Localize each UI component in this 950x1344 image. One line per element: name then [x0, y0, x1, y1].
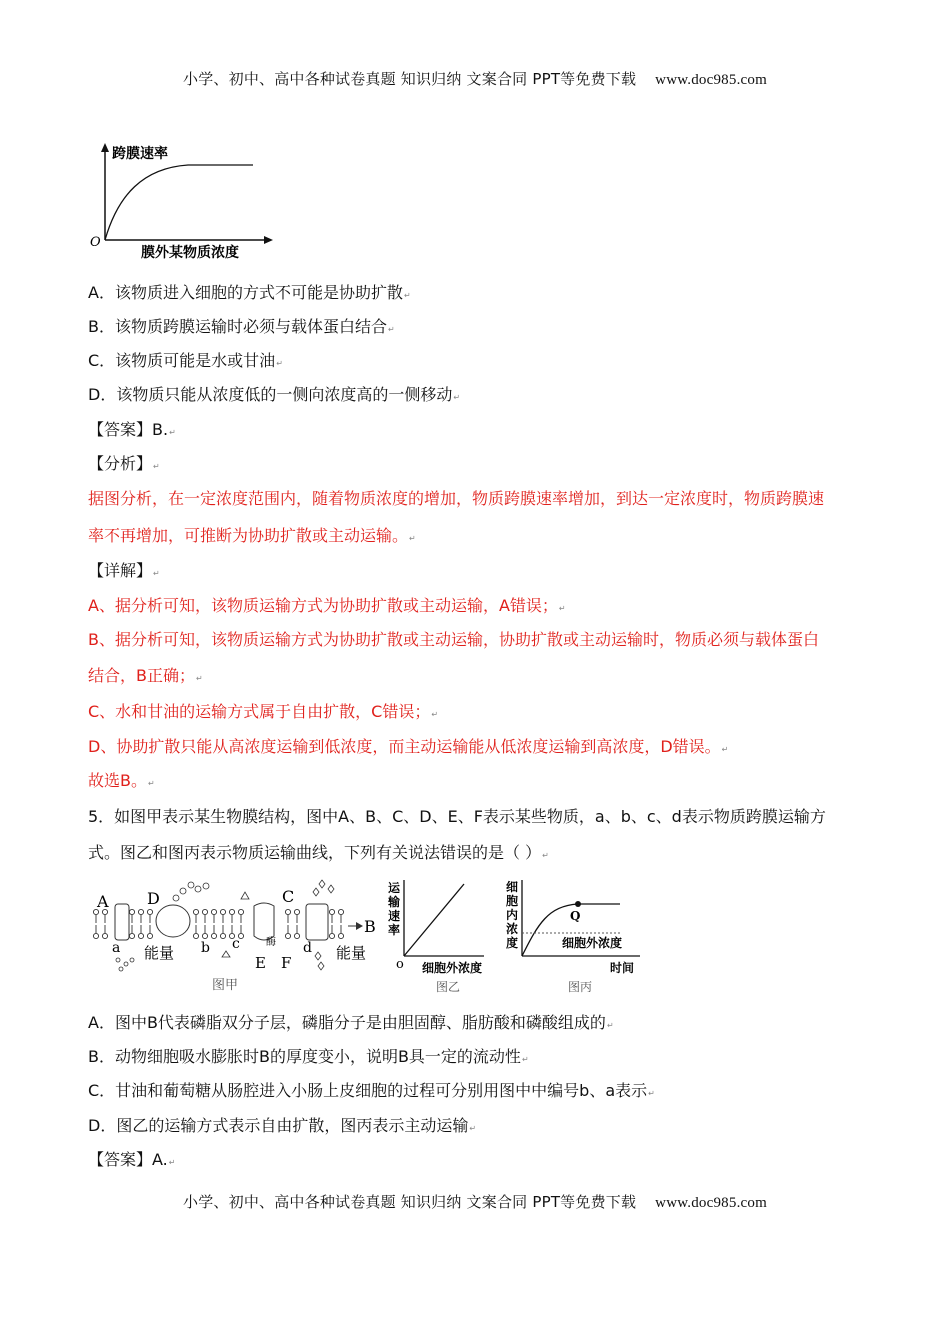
label-a: a: [112, 940, 121, 956]
page-header: [0, 68, 950, 89]
q5-answer: 【答案】A.↵: [88, 1150, 176, 1169]
transport-arrowhead-b: [356, 922, 363, 930]
yi-x-label: 细胞外浓度: [422, 961, 483, 975]
bing-x-label: 时间: [610, 961, 635, 975]
x-axis-arrow: [264, 236, 273, 244]
q4-detail-a: A、据分析可知，该物质运输方式为协助扩散或主动运输，A错误；↵: [88, 596, 566, 615]
yi-origin: o: [396, 957, 404, 972]
x-axis-label: 膜外某物质浓度: [141, 245, 239, 261]
q4-detail-c: C、水和甘油的运输方式属于自由扩散，C错误；↵: [88, 702, 439, 721]
label-E: E: [255, 954, 266, 972]
bing-y-label-3: 内: [506, 908, 519, 922]
bing-point-q: [575, 901, 581, 907]
q5-option-c: C．甘油和葡萄糖从肠腔进入小肠上皮细胞的过程可分别用图中中编号b、a表示↵: [88, 1081, 655, 1100]
q4-detail-b-line-1: B、据分析可知，该物质运输方式为协助扩散或主动运输，协助扩散或主动运输时，物质必须与载体蛋白: [88, 630, 819, 649]
footer-text: 小学、初中、高中各种试卷真题 知识归纳 文案合同 PPT等免费下载: [183, 1193, 637, 1211]
page-footer: [0, 1191, 950, 1212]
caption-jia: 图甲: [212, 978, 239, 993]
q4-option-d: D．该物质只能从浓度低的一侧向浓度高的一侧移动↵: [88, 385, 461, 404]
bing-y-label-1: 细: [506, 880, 519, 894]
label-B: B: [364, 917, 376, 936]
q4-answer: 【答案】B.↵: [88, 420, 176, 439]
yi-y-label-2: 输: [388, 895, 401, 909]
bing-y-label-5: 度: [506, 936, 519, 950]
q4-analysis-title: 【分析】↵: [88, 454, 160, 473]
bing-dashed-label: 细胞外浓度: [562, 936, 623, 950]
q5-stem-line-2: 式。图乙和图丙表示物质运输曲线，下列有关说法错误的是（ ）↵: [88, 843, 549, 862]
q4-analysis-line-2: 率不再增加，可推断为协助扩散或主动运输。↵: [88, 526, 416, 545]
yi-linear-line: [404, 884, 464, 956]
q4-option-c: C．该物质可能是水或甘油↵: [88, 351, 283, 370]
yi-y-label-4: 率: [388, 923, 401, 937]
header-url[interactable]: www.doc985.com: [655, 72, 767, 88]
label-A: A: [97, 892, 109, 911]
bing-q-label: Q: [570, 909, 581, 923]
membrane-rate-graph: [88, 140, 288, 265]
q5-stem-line-1: 5．如图甲表示某生物膜结构，图中A、B、C、D、E、F表示某些物质，a、b、c、d表示物质跨膜运输方: [88, 807, 826, 826]
bing-y-label-2: 胞: [506, 894, 519, 908]
yi-y-label-1: 运: [388, 881, 401, 895]
channel-protein-a: [115, 904, 129, 940]
q5-option-b: B．动物细胞吸水膨胀时B的厚度变小，说明B具一定的流动性↵: [88, 1047, 529, 1066]
q5-option-a: A．图中B代表磷脂双分子层，磷脂分子是由胆固醇、脂肪酸和磷酸组成的↵: [88, 1013, 614, 1032]
header-text: 小学、初中、高中各种试卷真题 知识归纳 文案合同 PPT等免费下载: [183, 70, 637, 88]
caption-bing: 图丙: [568, 980, 593, 994]
membrane-structure-figure: [88, 876, 388, 996]
q4-conclusion: 故选B。↵: [88, 771, 155, 790]
glycan-chain: [173, 882, 209, 901]
label-F: F: [281, 954, 292, 972]
label-d: d: [303, 940, 312, 956]
label-c: c: [232, 936, 240, 952]
q4-detail-b-line-2: 结合，B正确；↵: [88, 666, 203, 685]
footer-url[interactable]: www.doc985.com: [655, 1195, 767, 1211]
label-energy-1: 能量: [144, 944, 175, 962]
q4-detail-d: D、协助扩散只能从高浓度运输到低浓度，而主动运输能从低浓度运输到高浓度，D错误。↵: [88, 737, 729, 756]
channel-protein-d: [306, 904, 328, 940]
q4-analysis-line-1: 据图分析，在一定浓度范围内，随着物质浓度的增加，物质跨膜速率增加，到达一定浓度时，物质跨膜速: [88, 489, 825, 508]
label-b: b: [201, 940, 210, 956]
label-D: D: [147, 889, 160, 908]
q4-detail-title: 【详解】↵: [88, 561, 160, 580]
q4-option-b: B．该物质跨膜运输时必须与载体蛋白结合↵: [88, 317, 395, 336]
label-C: C: [282, 887, 295, 906]
origin-label: O: [90, 235, 101, 250]
caption-yi: 图乙: [436, 980, 461, 994]
glycoprotein-d: [156, 905, 190, 937]
carrier-protein-c: [254, 903, 274, 940]
free-diffusion-graph: [384, 876, 504, 998]
y-axis-label: 跨膜速率: [112, 146, 168, 162]
label-enzyme: 酶: [266, 937, 276, 948]
label-energy-2: 能量: [336, 944, 367, 962]
q5-option-d: D．图乙的运输方式表示自由扩散，图丙表示主动运输↵: [88, 1116, 477, 1135]
q4-option-a: A．该物质进入细胞的方式不可能是协助扩散↵: [88, 283, 411, 302]
yi-y-label-3: 速: [388, 909, 401, 923]
y-axis-arrow: [101, 143, 109, 152]
active-transport-graph: [502, 876, 652, 998]
saturation-curve: [105, 165, 253, 240]
bing-y-label-4: 浓: [506, 922, 519, 936]
